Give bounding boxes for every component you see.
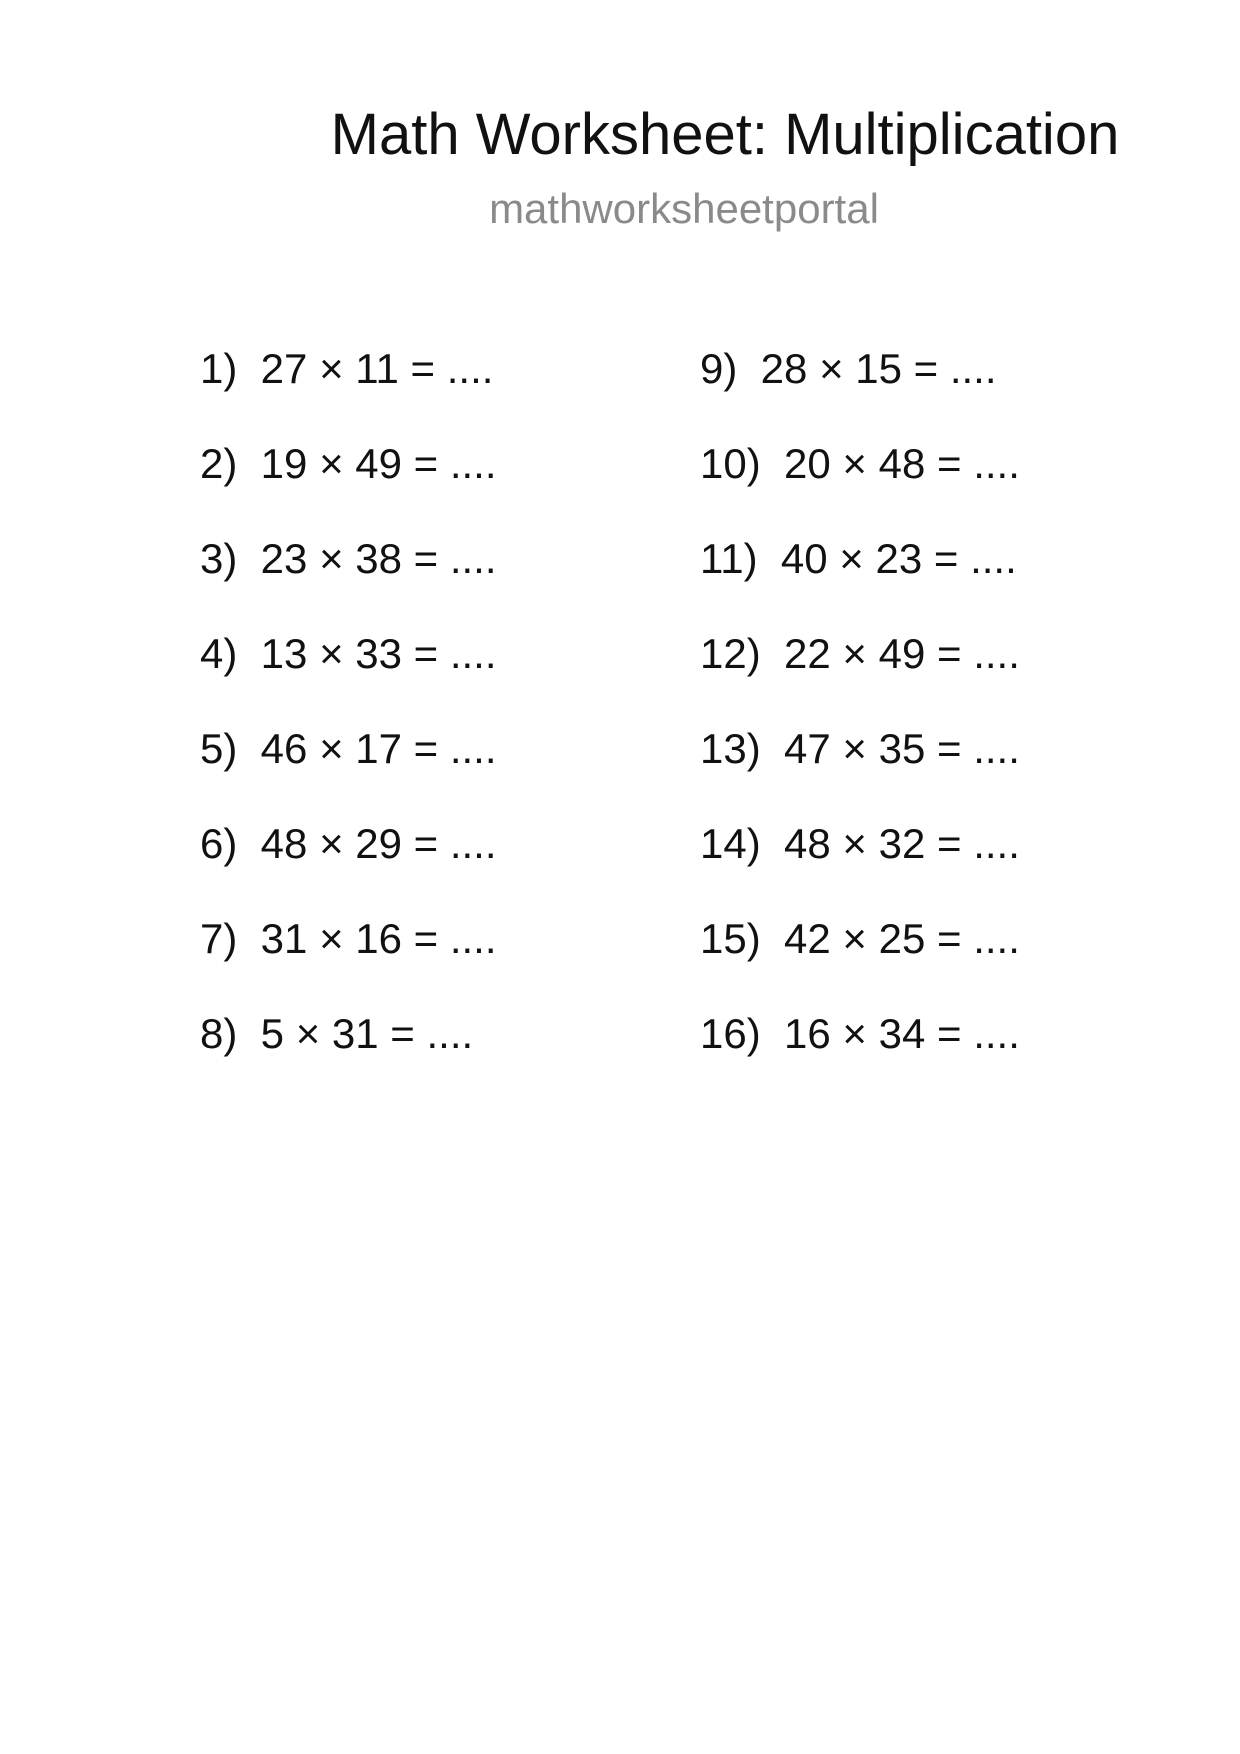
problem-15: 15) 42 × 25 = .... (700, 915, 1020, 962)
problems-column-right (700, 344, 1180, 1104)
problem-6: 6) 48 × 29 = .... (200, 820, 497, 867)
problem-5: 5) 46 × 17 = .... (200, 725, 497, 772)
problem-8: 8) 5 × 31 = .... (200, 1010, 474, 1057)
problems-column-left (200, 344, 680, 1104)
problem-9: 9) 28 × 15 = .... (700, 345, 997, 392)
problem-13: 13) 47 × 35 = .... (700, 725, 1020, 772)
problem-10: 10) 20 × 48 = .... (700, 440, 1020, 487)
problem-16: 16) 16 × 34 = .... (700, 1010, 1020, 1057)
worksheet-title-text: Math Worksheet: Multiplication (330, 102, 1120, 167)
worksheet-title (0, 100, 1240, 170)
problem-3: 3) 23 × 38 = .... (200, 535, 497, 582)
worksheet-subtitle-text: mathworksheetportal (489, 185, 879, 232)
problem-12: 12) 22 × 49 = .... (700, 630, 1020, 677)
problem-14: 14) 48 × 32 = .... (700, 820, 1020, 867)
problem-7: 7) 31 × 16 = .... (200, 915, 497, 962)
problem-4: 4) 13 × 33 = .... (200, 630, 497, 677)
problem-2: 2) 19 × 49 = .... (200, 440, 497, 487)
worksheet-subtitle (0, 184, 1240, 234)
problem-1: 1) 27 × 11 = .... (200, 345, 494, 392)
problem-11: 11) 40 × 23 = .... (700, 535, 1017, 582)
